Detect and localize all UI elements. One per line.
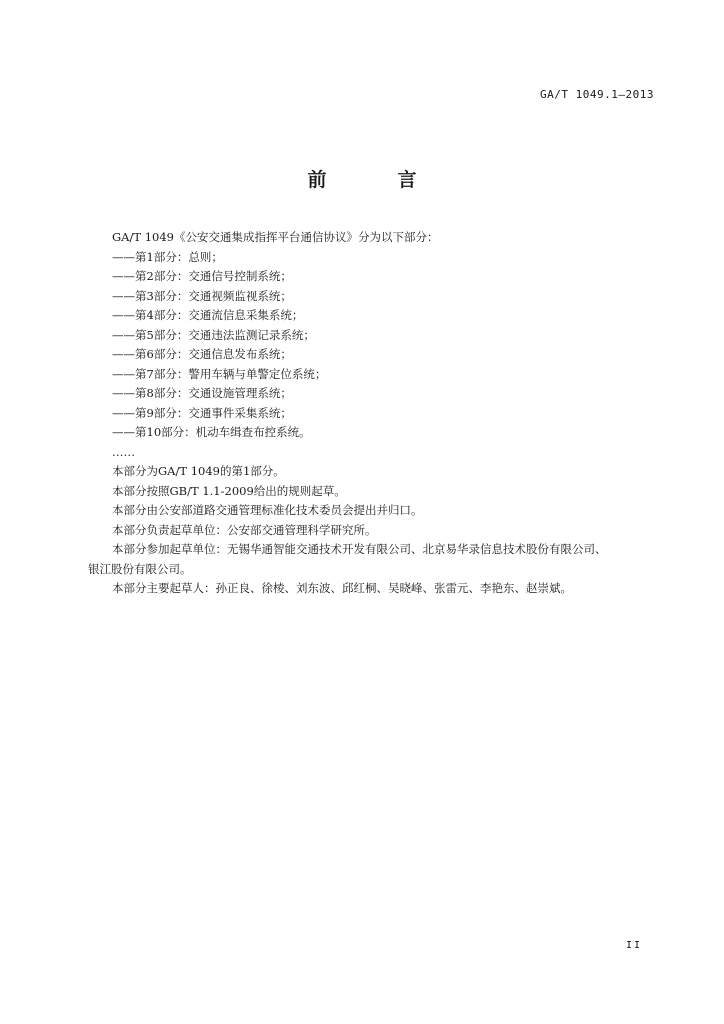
list-item: ——第8部分：交通设施管理系统； [112,386,292,400]
page-title: 前 言 [307,169,443,191]
list-item: ——第9部分：交通事件采集系统； [112,405,292,420]
list-item: ——第4部分：交通流信息采集系统； [112,308,304,322]
foreword-body [88,228,658,599]
proposed-by-statement: 本部分由公安部道路交通管理标准化技术委员会提出并归口。 [112,503,423,517]
list-item: ——第3部分：交通视频监视系统； [112,288,292,303]
participating-units-statement [88,540,658,579]
intro-paragraph: GA/T 1049《公安交通集成指挥平台通信协议》分为以下部分： [112,230,439,244]
participating-units-line1: 本部分参加起草单位：无锡华通智能交通技术开发有限公司、北京易华录信息技术股份有限公司、 [112,542,607,556]
list-item: ——第6部分：交通信息发布系统； [112,347,292,361]
standard-code: GA/T 1049.1—2013 [540,88,654,101]
page-number: II [625,940,642,951]
drafting-rules-statement: 本部分按照GB/T 1.1-2009给出的规则起草。 [112,483,346,498]
list-item: ——第7部分：警用车辆与单警定位系统； [112,366,327,381]
list-item: ——第5部分：交通违法监测记录系统； [112,327,315,342]
drafters-statement: 本部分主要起草人：孙正良、徐棱、刘东波、邱红桐、吴晓峰、张雷元、李艳东、赵崇斌。 [112,581,572,595]
responsible-unit-statement: 本部分负责起草单位：公安部交通管理科学研究所。 [112,522,377,537]
list-ellipsis: …… [112,444,135,459]
list-item: ——第1部分：总则； [112,249,223,264]
list-item: ——第2部分：交通信号控制系统； [112,269,292,283]
part-of-statement: 本部分为GA/T 1049的第1部分。 [112,464,285,478]
list-item: ——第10部分：机动车缉查布控系统。 [112,425,311,439]
participating-units-line2: 银江股份有限公司。 [88,561,192,576]
